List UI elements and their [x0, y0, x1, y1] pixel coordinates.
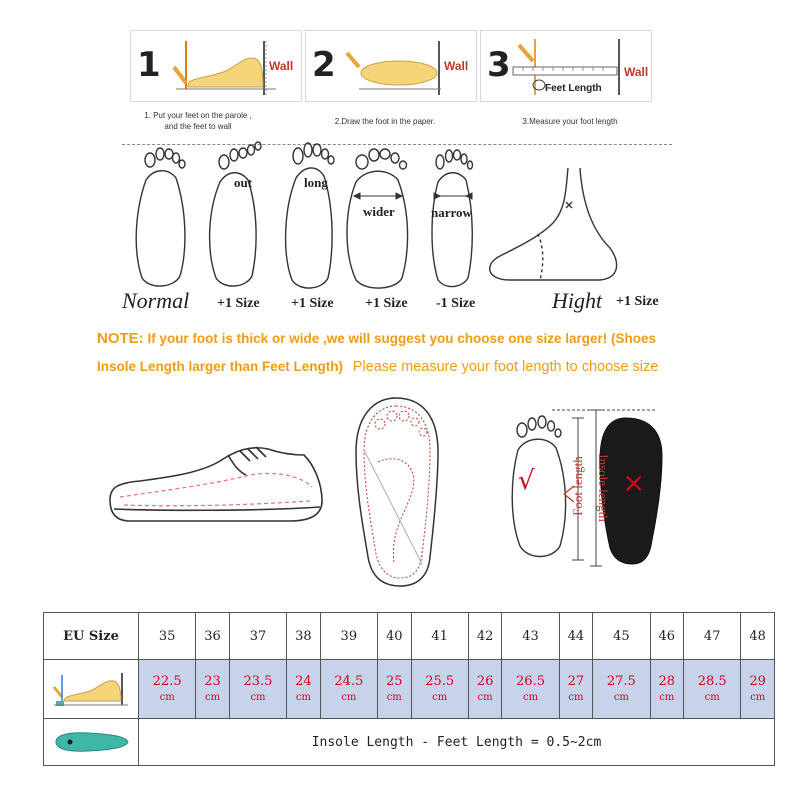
foot-length-cell	[139, 660, 196, 719]
eu-size-cell: 39	[320, 613, 377, 660]
note-text: Insole Length larger than Feet Length)	[97, 359, 344, 374]
wall-label: Wall	[624, 65, 649, 79]
check-mark-icon: √	[518, 466, 535, 496]
eu-size-cell: 40	[377, 613, 411, 660]
size-adjust-label: -1 Size	[436, 296, 476, 311]
cross-mark-icon: ×	[622, 466, 646, 499]
foot-length-cell	[468, 660, 502, 719]
eu-size-cell: 48	[741, 613, 775, 660]
cm-value: 23.5	[243, 674, 273, 689]
cm-value: 27	[567, 674, 585, 689]
step-caption-2	[315, 116, 455, 127]
foot-length-cell	[559, 660, 593, 719]
cm-unit: cm	[205, 692, 221, 703]
cm-value: 22.5	[152, 674, 182, 689]
note-line-1	[97, 330, 656, 347]
eu-size-cell: 41	[411, 613, 468, 660]
cm-value: 28	[658, 674, 676, 689]
foot-length-cell	[684, 660, 741, 719]
foot-hight-label: Hight	[552, 288, 603, 313]
eu-size-cell: 43	[502, 613, 559, 660]
step-caption-1	[128, 110, 268, 132]
cm-unit: cm	[159, 692, 175, 703]
size-chart-table	[43, 612, 775, 766]
cm-unit: cm	[704, 692, 720, 703]
foot-length-row	[44, 660, 775, 719]
step-panel-3	[480, 30, 652, 102]
caption-line: 2.Draw the foot in the paper.	[334, 117, 436, 126]
cm-value: 28.5	[697, 674, 727, 689]
cm-value: 24.5	[334, 674, 364, 689]
foot-types-illustration	[120, 138, 680, 293]
foot-length-cell	[411, 660, 468, 719]
foot-type-out-label: out	[234, 175, 253, 190]
caption-line: 3.Measure your foot length	[522, 117, 618, 126]
eu-size-cell: 47	[684, 613, 741, 660]
caption-line: 1. Put your feet on the parole ,	[144, 111, 252, 120]
size-adjust-label: +1 Size	[365, 296, 408, 311]
foot-length-cell	[287, 660, 321, 719]
feet-length-label: Feet Length	[545, 83, 602, 94]
insole-icon	[48, 727, 134, 757]
eu-size-row	[44, 613, 775, 660]
insole-formula-value: 0.5~2cm	[546, 735, 602, 750]
eu-size-cell: 38	[287, 613, 321, 660]
eu-size-header: EU Size	[44, 613, 139, 660]
eu-size-cell: 44	[559, 613, 593, 660]
cm-value: 27.5	[606, 674, 636, 689]
step-number: 3	[487, 45, 511, 85]
foot-length-cell	[196, 660, 230, 719]
cm-value: 23	[204, 674, 221, 689]
caption-line: and the feet to wall	[164, 122, 232, 131]
foot-length-cell	[650, 660, 684, 719]
eu-size-cell: 35	[139, 613, 196, 660]
cm-unit: cm	[250, 692, 266, 703]
step-number: 2	[312, 45, 336, 85]
note-text: If your foot is thick or wide ,we will suggest you choose one size larger! (Shoes	[147, 331, 657, 346]
cm-value: 25.5	[425, 674, 455, 689]
size-adjust-label: +1 Size	[616, 294, 659, 309]
cm-unit: cm	[522, 692, 539, 703]
note-key: NOTE:	[97, 330, 144, 347]
cm-unit: cm	[659, 692, 675, 703]
wall-label: Wall	[269, 59, 294, 73]
cm-unit: cm	[386, 692, 402, 703]
step-panel-2	[305, 30, 477, 102]
insole-length-vertical-label: Insole length	[596, 454, 611, 522]
foot-length-cell	[320, 660, 377, 719]
cm-unit: cm	[477, 692, 493, 703]
size-adjust-label: +1 Size	[217, 296, 260, 311]
insole-formula-text: Insole Length - Feet Length =	[311, 735, 547, 750]
foot-length-header	[44, 660, 139, 719]
eu-size-cell: 46	[650, 613, 684, 660]
foot-type-long-label: long	[304, 175, 328, 190]
cm-unit: cm	[341, 692, 357, 703]
eu-size-cell: 42	[468, 613, 502, 660]
size-adjust-label: +1 Size	[291, 296, 334, 311]
foot-type-narrow-label: narrow	[431, 205, 472, 220]
insole-outline-illustration	[350, 392, 445, 592]
wall-label: Wall	[444, 59, 469, 73]
cm-unit: cm	[613, 692, 629, 703]
cm-value: 26.5	[516, 674, 545, 689]
foot-length-cell	[377, 660, 411, 719]
cm-value: 26	[476, 674, 494, 689]
step-panel-1	[130, 30, 302, 102]
insole-length-row	[44, 719, 775, 766]
note-line-2	[97, 359, 658, 375]
foot-length-cell	[741, 660, 775, 719]
foot-type-wider-label: wider	[363, 204, 395, 219]
cm-value: 24	[295, 674, 312, 689]
foot-length-cell	[229, 660, 286, 719]
foot-length-cell	[593, 660, 650, 719]
foot-normal-label: Normal	[122, 288, 190, 313]
cm-unit: cm	[432, 692, 448, 703]
foot-length-vertical-label: Foot length	[570, 456, 585, 516]
cm-unit: cm	[568, 692, 584, 703]
cm-unit: cm	[750, 692, 766, 703]
insole-length-header	[44, 719, 139, 766]
cm-value: 25	[385, 674, 403, 689]
eu-size-cell: 36	[196, 613, 230, 660]
step-number: 1	[137, 45, 161, 85]
insole-formula-cell	[139, 719, 775, 766]
shoe-sketch-illustration	[100, 425, 330, 530]
step-caption-3	[500, 116, 640, 127]
eu-size-cell: 45	[593, 613, 650, 660]
note-text: Please measure your foot length to choose size	[352, 359, 659, 375]
foot-ruler-icon	[48, 669, 134, 709]
cm-unit: cm	[295, 692, 311, 703]
eu-size-cell: 37	[229, 613, 286, 660]
cm-value: 29	[749, 674, 766, 689]
foot-length-cell	[502, 660, 559, 719]
